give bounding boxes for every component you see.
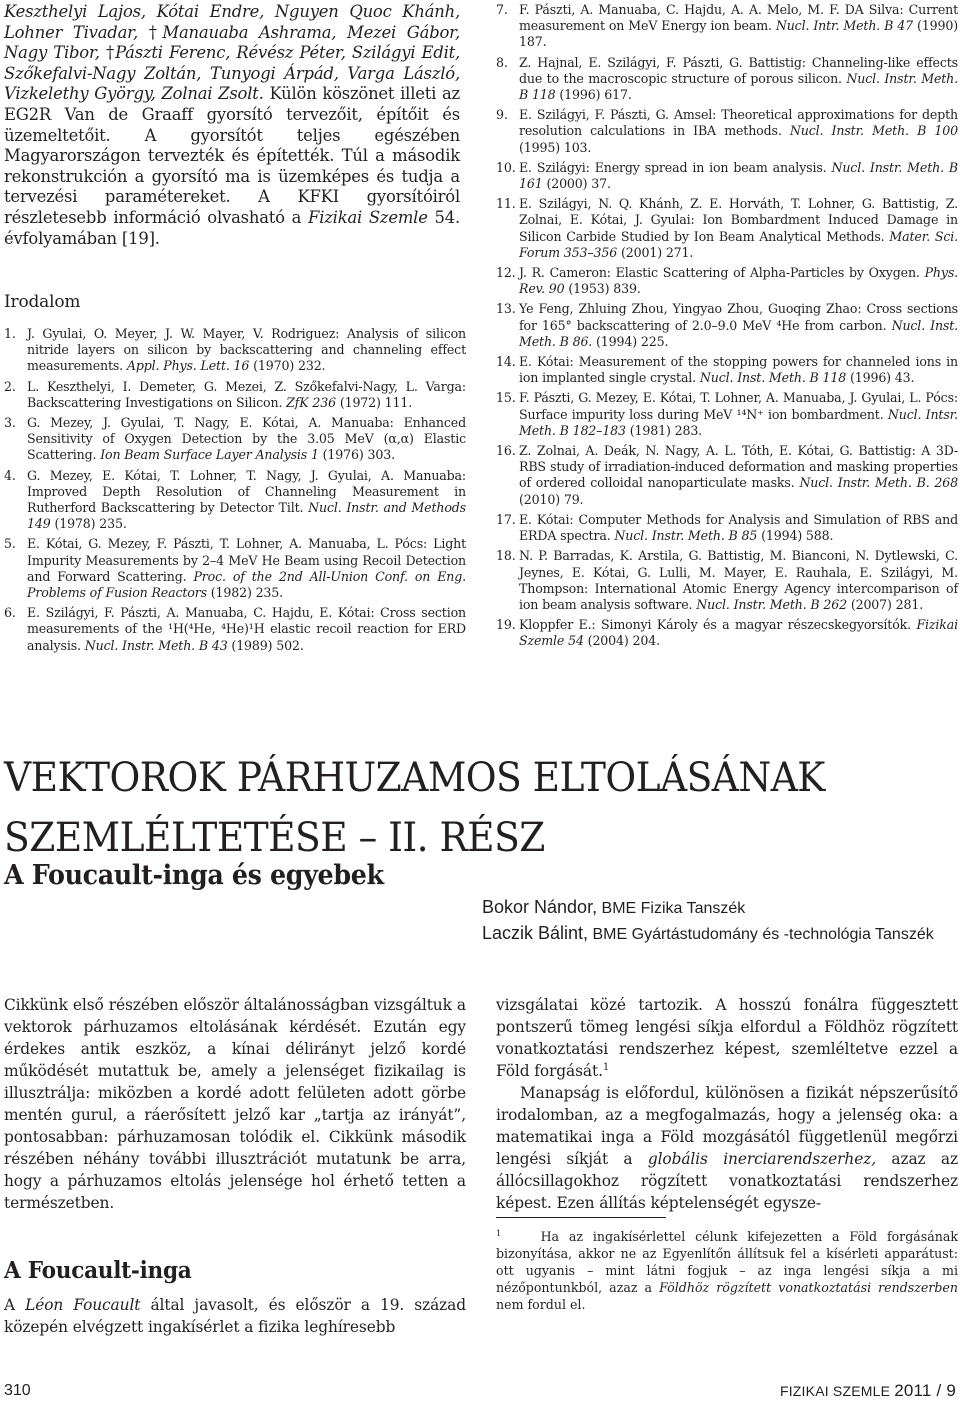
reference-number: 5.	[4, 536, 16, 552]
page-number: 310	[4, 1382, 31, 1399]
continued-text-column	[4, 2, 460, 249]
reference-item: 7. F. Pászti, A. Manuaba, C. Hajdu, A. A. Melo, M. F. DA Silva: Current measurement on MeV Energy ion beam. Nucl. Intr. Meth. B 47 (1990) 187.	[496, 2, 958, 50]
reference-item: 2. L. Keszthelyi, I. Demeter, G. Mezei, Z. Szőkefalvi-Nagy, L. Varga: Backscattering Investigations on Silicon. ZfK 236 (1972) 111.	[4, 378, 466, 410]
reference-item: 1. J. Gyulai, O. Meyer, J. W. Mayer, V. Rodriguez: Analysis of silicon nitride layers on silicon by backscattering and channeling effect measurements. Appl. Phys. Lett. 16 (1970) 232.	[4, 326, 466, 374]
author-name: Laczik Bálint,	[482, 923, 589, 943]
acknowledgement-paragraph: Keszthelyi Lajos, Kótai Endre, Nguyen Quoc Khánh, Lohner Tivadar, †Manauaba Ashrama, Mezei Gábor, Nagy Tibor, †Pászti Ferenc, Révész Péter, Szilágyi Edit, Szőkefalvi-Nagy Zoltán, Tunyogi Árpád, Varga László, Vizkelethy György, Zolnai Zsolt. Külön köszönet illeti az EG2R Van de Graaff gyorsító tervezőit, építőit és üzemeltetőit. A gyorsítót teljes egészében Magyarországon tervezték és építették. Túl a második rekonstrukción a gyorsító ma is üzemképes és tudja a tervezési paramétereket. A KFKI gyorsítóiról részletesebb információ olvasható a Fizikai Szemle 54. évfolyamában [19].	[4, 2, 461, 248]
reference-number: 18.	[496, 548, 516, 564]
reference-number: 10.	[496, 159, 516, 175]
references-right	[496, 2, 958, 654]
reference-item: 6. E. Szilágyi, F. Pászti, A. Manuaba, C. Hajdu, E. Kótai: Cross section measurements of the ¹H(⁴He, ⁴He)¹H elastic recoil reaction for ERD analysis. Nucl. Instr. Meth. B 43 (1989) 502.	[4, 605, 466, 653]
footnote-block	[496, 1217, 958, 1313]
intro-paragraph: Cikkünk első részében először általánosságban vizsgáltuk a vektorok párhuzamos eltolásának kérdését. Ezután egy érdekes antik eszköz, a kínai délirányt jelző kordé működését mutattuk be, amely a jelenséget fizikailag is illusztrálja: miközben a kordé adott felületen adott görbe mentén gurul, a ráerősített jelző kar „tartja az irányát”, pontosabban: párhuzamosan tolódik el. Cikkünk második részében néhány további illusztrációt mutatunk be arra, hogy a párhuzamos eltolás jelensége hol érhető tetten a természetben.	[4, 996, 466, 1212]
reference-item: 12. J. R. Cameron: Elastic Scattering of Alpha-Particles by Oxygen. Phys. Rev. 90 (1953) 839.	[496, 265, 958, 297]
journal-footer	[780, 1381, 956, 1401]
reference-number: 17.	[496, 511, 516, 527]
article-left-column	[4, 994, 466, 1338]
footnote-divider	[496, 1217, 666, 1218]
reference-item: 14. E. Kótai: Measurement of the stopping powers for channeled ions in ion implanted single crystal. Nucl. Inst. Meth. B 118 (1996) 43.	[496, 354, 958, 386]
reference-number: 1.	[4, 326, 16, 341]
journal-issue: 2011 / 9	[894, 1381, 956, 1400]
reference-item: 16. Z. Zolnai, A. Deák, N. Nagy, A. L. Tóth, E. Kótai, G. Battistig: A 3D-RBS study of irradiation-induced deformation and masking properties of ordered colloidal nanoparticulate masks. Nucl. Instr. Meth. B. 268 (2010) 79.	[496, 443, 958, 507]
article-title-block	[4, 752, 954, 891]
reference-number: 13.	[496, 301, 516, 317]
reference-number: 9.	[496, 107, 508, 123]
reference-item: 17. E. Kótai: Computer Methods for Analysis and Simulation of RBS and ERDA spectra. Nucl. Instr. Meth. B 85 (1994) 588.	[496, 511, 958, 544]
reference-number: 11.	[496, 196, 516, 212]
reference-number: 8.	[496, 54, 508, 70]
reference-item: 10. E. Szilágyi: Energy spread in ion beam analysis. Nucl. Instr. Meth. B 161 (2000) 37.	[496, 159, 958, 192]
reference-number: 12.	[496, 265, 516, 281]
article-title-line1: VEKTOROK PÁRHUZAMOS ELTOLÁSÁNAK	[4, 755, 825, 801]
body-paragraph-2: Manapság is előfordul, különösen a fizikát népszerűsítő irodalomban, az a megfogalmazás, hogy a jelenség oka: a matematikai inga a Föld mozgásától függetlenül megőrzi lengési síkját a globális inerciarendszerhez, azaz az állócsillagokhoz rögzített vonatkoztatási rendszerhez képest. Ezen állítás képtelenségét egysze-	[496, 1084, 958, 1212]
reference-list-right	[496, 2, 958, 650]
author-2	[482, 921, 958, 947]
reference-number: 3.	[4, 415, 16, 431]
reference-number: 4.	[4, 467, 16, 483]
reference-item: 9. E. Szilágyi, F. Pászti, G. Amsel: Theoretical approximations for depth resolution calculations in IBA methods. Nucl. Instr. Meth. B 100 (1995) 103.	[496, 107, 958, 155]
authors-block	[482, 895, 958, 947]
footnote-number: 1	[496, 1227, 502, 1238]
author-1	[482, 895, 958, 921]
reference-number: 15.	[496, 390, 516, 406]
references-heading: Irodalom	[4, 292, 81, 312]
reference-number: 2.	[4, 378, 16, 394]
reference-item: 13. Ye Feng, Zhluing Zhou, Yingyao Zhou, Guoqing Zhao: Cross sections for 165° backscattering of 2.0–9.0 MeV ⁴He from carbon. Nucl. Inst. Meth. B 86. (1994) 225.	[496, 301, 959, 349]
cross-symbol: †	[148, 22, 163, 42]
reference-item: 4. G. Mezey, E. Kótai, T. Lohner, T. Nagy, J. Gyulai, A. Manuaba: Improved Depth Resolution of Channeling Measurement in Rutherford Backscattering by Detector Tilt. Nucl. Instr. and Methods 149 (1978) 235.	[4, 467, 466, 532]
author-affiliation: BME Fizika Tanszék	[597, 900, 746, 917]
cross-symbol: †	[105, 43, 116, 63]
reference-item: 19. Kloppfer E.: Simonyi Károly és a magyar részecskegyorsítók. Fizikai Szemle 54 (2004) 204.	[496, 617, 958, 649]
journal-name: FIZIKAI SZEMLE	[779, 1383, 891, 1399]
footnote: $^1$ Ha az ingakísérlettel célunk kifejezetten a Föld forgásának bizonyítása, akkor ne az Egyenlítőn állítsuk fel a kísérleti apparátust: ott ugyanis – mint látni fogjuk – az inga lengési síkja a mi nézőpontunkból, azaz a Földhöz rögzített vonatkoztatási rendszerben nem fordul el.	[496, 1227, 958, 1312]
reference-list-left	[4, 326, 466, 654]
reference-item: 11. E. Szilágyi, N. Q. Khánh, Z. E. Horváth, T. Lohner, G. Battistig, Z. Zolnai, E. Kótai, J. Gyulai: Ion Bombardment Induced Damage in Silicon Carbide Studied by Ion Beam Analytical Methods. Mater. Sci. Forum 353–356 (2001) 271.	[496, 196, 959, 260]
article-subtitle: A Foucault-inga és egyebek	[4, 860, 384, 891]
reference-item: 18. N. P. Barradas, K. Arstila, G. Battistig, M. Bianconi, N. Dytlewski, C. Jeynes, E. Kótai, G. Lulli, M. Mayer, E. Rauhala, E. Szilágyi, M. Thompson: International Atomic Energy Agency intercomparison of ion beam analysis software. Nucl. Instr. Meth. B 262 (2007) 281.	[496, 548, 958, 612]
reference-number: 6.	[4, 605, 16, 621]
reference-number: 7.	[496, 2, 508, 17]
body-paragraph-1: vizsgálatai közé tartozik. A hosszú fonálra függesztett pontszerű tömeg lengési síkja elfordul a Földhöz rögzített vonatkoztatási rendszerhez képest, szemléltetve ezzel a Föld forgását.$^1$	[496, 996, 958, 1080]
author-name: Bokor Nándor,	[482, 897, 598, 917]
reference-item: 8. Z. Hajnal, E. Szilágyi, F. Pászti, G. Battistig: Channeling-like effects due to the macroscopic structure of porous silicon. Nucl. Instr. Meth. B 118 (1996) 617.	[496, 54, 958, 103]
reference-number: 16.	[496, 443, 516, 459]
article-title-line2: SZEMLÉLTETÉSE – II. RÉSZ	[4, 815, 545, 861]
references-left	[4, 292, 466, 658]
reference-number: 14.	[496, 354, 516, 370]
article-right-column	[496, 994, 958, 1214]
reference-item: 3. G. Mezey, J. Gyulai, T. Nagy, E. Kótai, A. Manuaba: Enhanced Sensitivity of Oxygen Detection by the 3.05 MeV (α,α) Elastic Scattering. Ion Beam Surface Layer Analysis 1 (1976) 303.	[4, 415, 466, 463]
footnote-ref: 1	[602, 1061, 610, 1073]
section-heading: A Foucault-inga	[4, 1257, 192, 1284]
reference-number: 19.	[496, 617, 516, 633]
reference-item: 15. F. Pászti, G. Mezey, E. Kótai, T. Lohner, A. Manuaba, J. Gyulai, L. Pócs: Surface impurity loss during MeV ¹⁴N⁺ ion bombardment. Nucl. Intsr. Meth. B 182–183 (1981) 283.	[496, 390, 958, 438]
author-affiliation: BME Gyártástudomány és -technológia Tanszék	[588, 926, 934, 943]
section-paragraph: A Léon Foucault által javasolt, és először a 19. század közepén elvégzett ingakísérlet a fizika leghíresebb	[4, 1296, 466, 1336]
reference-item: 5. E. Kótai, G. Mezey, F. Pászti, T. Lohner, A. Manuaba, L. Pócs: Light Impurity Measurements by 2–4 MeV He Beam using Recoil Detection and Forward Scattering. Proc. of the 2nd All-Union Conf. on Eng. Problems of Fusion Reactors (1982) 235.	[4, 536, 466, 601]
